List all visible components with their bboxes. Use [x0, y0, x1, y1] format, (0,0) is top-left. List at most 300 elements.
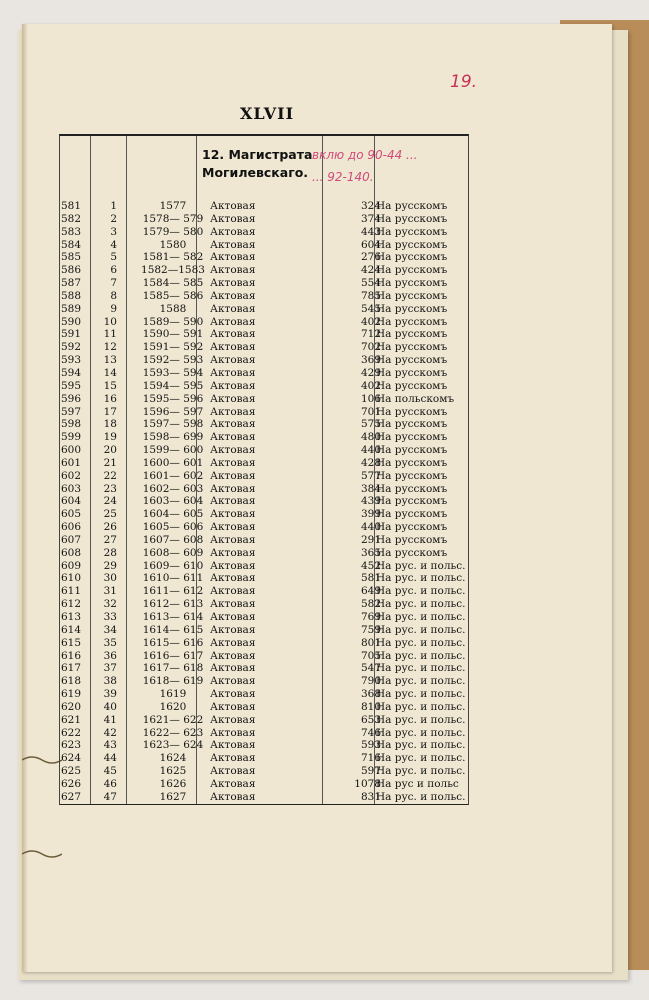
row-language: На русскомъ [376, 366, 448, 379]
row-pages: 554 [360, 277, 381, 290]
row-pages: 653 [360, 713, 381, 726]
row-pages: 440 [360, 521, 381, 534]
row-language: На русскомъ [376, 533, 448, 546]
row-index: 7 [110, 277, 117, 290]
row-language: На рус. и польс. [376, 623, 466, 636]
row-year-range: 1616— 617 [142, 649, 204, 662]
row-year-range: 1601— 602 [142, 469, 204, 482]
table-row [59, 611, 469, 624]
table-row [59, 406, 469, 419]
section-title: 12. Магистрата Могилевскаго. [202, 147, 313, 180]
row-year-range: 1602— 603 [142, 482, 204, 495]
row-year-range: 1615— 616 [142, 636, 204, 649]
row-year-range: 1588 [159, 302, 187, 315]
table-row [59, 662, 469, 675]
row-type: Актовая [210, 726, 256, 739]
table-row [59, 572, 469, 585]
row-language: На рус. и польс. [376, 572, 466, 585]
row-number: 616 [61, 649, 82, 662]
row-type: Актовая [210, 418, 256, 431]
row-number: 600 [61, 444, 82, 457]
row-year-range: 1580 [159, 238, 187, 251]
row-number: 622 [61, 726, 82, 739]
row-type: Актовая [210, 739, 256, 752]
row-index: 13 [103, 354, 117, 367]
row-index: 26 [103, 521, 117, 534]
row-number: 590 [61, 315, 82, 328]
row-number: 586 [61, 264, 82, 277]
row-year-range: 1582—1583 [141, 264, 205, 277]
row-index: 3 [110, 225, 117, 238]
row-type: Актовая [210, 341, 256, 354]
row-year-range: 1609— 610 [142, 559, 204, 572]
table-row [59, 778, 469, 791]
row-language: На русскомъ [376, 341, 448, 354]
row-year-range: 1617— 618 [142, 662, 204, 675]
row-type: Актовая [210, 495, 256, 508]
table-row [59, 470, 469, 483]
row-year-range: 1597— 598 [142, 418, 204, 431]
row-index: 44 [103, 752, 117, 765]
row-number: 596 [61, 392, 82, 405]
table-row [59, 226, 469, 239]
row-language: На рус. и польс. [376, 649, 466, 662]
table-row [59, 598, 469, 611]
row-index: 43 [103, 739, 117, 752]
row-year-range: 1591— 592 [142, 341, 204, 354]
row-year-range: 1594— 595 [142, 379, 204, 392]
row-language: На рус. и польс. [376, 726, 466, 739]
row-index: 27 [103, 533, 117, 546]
row-language: На рус. и польс. [376, 611, 466, 623]
row-year-range: 1593— 594 [142, 366, 204, 379]
row-index: 9 [110, 302, 117, 315]
row-year-range: 1603— 604 [142, 495, 204, 508]
row-pages: 428 [360, 456, 381, 469]
row-number: 611 [61, 585, 82, 598]
handwritten-margin-note [312, 144, 492, 188]
table-row [59, 495, 469, 508]
row-pages: 545 [360, 302, 381, 315]
row-language: На рус. и польс. [376, 559, 466, 572]
row-language: На рус. и польс. [376, 713, 466, 726]
row-year-range: 1578— 579 [142, 212, 204, 225]
row-type: Актовая [210, 559, 256, 572]
row-index: 41 [103, 713, 117, 726]
row-index: 45 [103, 765, 117, 778]
row-type: Актовая [210, 251, 256, 264]
table-row [59, 213, 469, 226]
row-index: 16 [103, 392, 117, 405]
table-row [59, 303, 469, 316]
row-language: На русскомъ [376, 495, 448, 508]
row-number: 588 [61, 289, 82, 302]
row-pages: 424 [360, 264, 381, 277]
row-number: 602 [61, 469, 82, 482]
row-type: Актовая [210, 765, 256, 778]
row-type: Актовая [210, 354, 256, 367]
row-pages: 1078 [354, 777, 381, 790]
row-pages: 402 [360, 315, 381, 328]
row-index: 18 [103, 418, 117, 431]
row-year-range: 1599— 600 [142, 444, 204, 457]
row-type: Актовая [210, 546, 256, 559]
row-year-range: 1620 [159, 700, 187, 713]
table-row [59, 251, 469, 264]
row-index: 21 [103, 456, 117, 469]
row-pages: 402 [360, 379, 381, 392]
row-pages: 769 [360, 611, 381, 623]
row-pages: 369 [360, 354, 381, 367]
row-pages: 705 [360, 649, 381, 662]
row-number: 617 [61, 662, 82, 675]
row-language: На рус. и польс. [376, 739, 466, 752]
row-language: На русскомъ [376, 521, 448, 534]
row-index: 42 [103, 726, 117, 739]
table-row [59, 264, 469, 277]
row-number: 613 [61, 611, 82, 623]
row-index: 22 [103, 469, 117, 482]
row-pages: 801 [360, 636, 381, 649]
row-language: На рус. и польс. [376, 700, 466, 713]
row-language: На рус. и польс. [376, 585, 466, 598]
row-pages: 604 [360, 238, 381, 251]
row-number: 582 [61, 212, 82, 225]
row-number: 597 [61, 405, 82, 418]
row-number: 591 [61, 328, 82, 341]
row-number: 608 [61, 546, 82, 559]
table-row [59, 675, 469, 688]
row-type: Актовая [210, 533, 256, 546]
row-index: 5 [110, 251, 117, 264]
row-pages: 716 [360, 752, 381, 765]
table-row [59, 354, 469, 367]
row-year-range: 1608— 609 [142, 546, 204, 559]
row-pages: 746 [360, 726, 381, 739]
row-index: 33 [103, 611, 117, 623]
row-number: 604 [61, 495, 82, 508]
row-pages: 831 [360, 790, 381, 803]
row-index: 46 [103, 777, 117, 790]
table-row [59, 585, 469, 598]
table-row [59, 483, 469, 496]
row-year-range: 1614— 615 [142, 623, 204, 636]
binding-thread-icon [22, 752, 62, 768]
row-number: 607 [61, 533, 82, 546]
table-row [59, 752, 469, 765]
table-row [59, 239, 469, 252]
row-number: 585 [61, 251, 82, 264]
row-number: 592 [61, 341, 82, 354]
row-pages: 582 [360, 598, 381, 611]
row-language: На русскомъ [376, 212, 448, 225]
table-row [59, 791, 469, 804]
row-pages: 702 [360, 341, 381, 354]
table-row [59, 367, 469, 380]
row-language: На рус. и польс. [376, 598, 466, 611]
row-type: Актовая [210, 585, 256, 598]
row-pages: 452 [360, 559, 381, 572]
row-index: 14 [103, 366, 117, 379]
row-number: 583 [61, 225, 82, 238]
row-language: На русскомъ [376, 289, 448, 302]
row-year-range: 1611— 612 [142, 585, 204, 598]
row-number: 605 [61, 508, 82, 521]
row-index: 30 [103, 572, 117, 585]
row-type: Актовая [210, 521, 256, 534]
row-number: 598 [61, 418, 82, 431]
row-index: 1 [110, 200, 117, 212]
row-type: Актовая [210, 456, 256, 469]
row-year-range: 1595— 596 [142, 392, 204, 405]
row-year-range: 1623— 624 [142, 739, 204, 752]
register-rows [59, 200, 469, 804]
row-type: Актовая [210, 225, 256, 238]
row-pages: 785 [360, 289, 381, 302]
row-language: На русскомъ [376, 456, 448, 469]
row-year-range: 1622— 623 [142, 726, 204, 739]
row-type: Актовая [210, 289, 256, 302]
table-row [59, 328, 469, 341]
row-index: 29 [103, 559, 117, 572]
row-year-range: 1590— 591 [142, 328, 204, 341]
row-language: На русскомъ [376, 315, 448, 328]
row-number: 620 [61, 700, 82, 713]
row-pages: 581 [360, 572, 381, 585]
table-row [59, 290, 469, 303]
row-year-range: 1577 [159, 200, 187, 212]
row-year-range: 1607— 608 [142, 533, 204, 546]
row-language: На русскомъ [376, 482, 448, 495]
row-type: Актовая [210, 277, 256, 290]
table-row [59, 739, 469, 752]
table-row [59, 444, 469, 457]
row-year-range: 1592— 593 [142, 354, 204, 367]
table-row [59, 393, 469, 406]
row-index: 8 [110, 289, 117, 302]
row-language: На рус. и польс. [376, 765, 466, 778]
margin-note-line: вклю до 90-44 ... [312, 148, 418, 162]
row-language: На польскомъ [376, 392, 455, 405]
row-index: 12 [103, 341, 117, 354]
row-pages: 790 [360, 675, 381, 688]
margin-note-line: ... 92-140. [312, 170, 374, 184]
row-type: Актовая [210, 482, 256, 495]
row-language: На русскомъ [376, 277, 448, 290]
row-language: На русскомъ [376, 444, 448, 457]
row-type: Актовая [210, 572, 256, 585]
table-row [59, 521, 469, 534]
row-pages: 324 [360, 200, 381, 212]
row-type: Актовая [210, 508, 256, 521]
row-language: На рус и польс [376, 777, 459, 790]
row-pages: 368 [360, 688, 381, 701]
row-pages: 547 [360, 662, 381, 675]
row-year-range: 1605— 606 [142, 521, 204, 534]
row-language: На русскомъ [376, 469, 448, 482]
row-year-range: 1604— 605 [142, 508, 204, 521]
page-spine [22, 24, 28, 972]
handwritten-page-number: 19. [450, 72, 478, 92]
row-language: На русскомъ [376, 418, 448, 431]
row-type: Актовая [210, 713, 256, 726]
row-year-range: 1579— 580 [142, 225, 204, 238]
row-type: Актовая [210, 315, 256, 328]
row-type: Актовая [210, 264, 256, 277]
row-pages: 276 [360, 251, 381, 264]
row-number: 610 [61, 572, 82, 585]
row-pages: 759 [360, 623, 381, 636]
row-year-range: 1626 [159, 777, 187, 790]
row-index: 28 [103, 546, 117, 559]
row-type: Актовая [210, 752, 256, 765]
table-row [59, 547, 469, 560]
table-row [59, 534, 469, 547]
row-language: На русскомъ [376, 431, 448, 444]
row-language: На рус. и польс. [376, 636, 466, 649]
row-language: На русскомъ [376, 238, 448, 251]
table-row [59, 624, 469, 637]
row-index: 6 [110, 264, 117, 277]
row-type: Актовая [210, 688, 256, 701]
row-pages: 440 [360, 444, 381, 457]
row-language: На русскомъ [376, 200, 448, 212]
row-index: 4 [110, 238, 117, 251]
row-type: Актовая [210, 611, 256, 623]
row-year-range: 1600— 601 [142, 456, 204, 469]
row-number: 595 [61, 379, 82, 392]
table-row [59, 200, 469, 213]
row-index: 19 [103, 431, 117, 444]
row-number: 612 [61, 598, 82, 611]
row-pages: 577 [360, 469, 381, 482]
row-language: На русскомъ [376, 302, 448, 315]
table-row [59, 508, 469, 521]
row-index: 47 [103, 790, 117, 803]
row-pages: 399 [360, 508, 381, 521]
table-row [59, 560, 469, 573]
row-index: 25 [103, 508, 117, 521]
row-index: 32 [103, 598, 117, 611]
row-number: 601 [61, 456, 82, 469]
row-pages: 439 [360, 495, 381, 508]
table-row [59, 277, 469, 290]
row-type: Актовая [210, 675, 256, 688]
table-row [59, 316, 469, 329]
row-type: Актовая [210, 662, 256, 675]
row-number: 584 [61, 238, 82, 251]
row-index: 35 [103, 636, 117, 649]
row-language: На рус. и польс. [376, 688, 466, 701]
row-index: 40 [103, 700, 117, 713]
row-language: На русскомъ [376, 546, 448, 559]
row-pages: 575 [360, 418, 381, 431]
row-language: На русскомъ [376, 264, 448, 277]
row-language: На русскомъ [376, 405, 448, 418]
table-row [59, 380, 469, 393]
row-type: Актовая [210, 238, 256, 251]
row-type: Актовая [210, 623, 256, 636]
row-number: 589 [61, 302, 82, 315]
row-pages: 712 [360, 328, 381, 341]
row-number: 581 [61, 200, 82, 212]
row-year-range: 1621— 622 [142, 713, 204, 726]
row-language: На рус. и польс. [376, 752, 466, 765]
row-type: Актовая [210, 649, 256, 662]
row-year-range: 1589— 590 [142, 315, 204, 328]
row-type: Актовая [210, 700, 256, 713]
row-year-range: 1625 [159, 765, 187, 778]
row-type: Актовая [210, 636, 256, 649]
row-index: 34 [103, 623, 117, 636]
row-index: 15 [103, 379, 117, 392]
row-language: На русскомъ [376, 328, 448, 341]
row-type: Актовая [210, 302, 256, 315]
row-index: 36 [103, 649, 117, 662]
row-type: Актовая [210, 366, 256, 379]
table-row [59, 637, 469, 650]
row-language: На русскомъ [376, 379, 448, 392]
row-pages: 593 [360, 739, 381, 752]
row-year-range: 1598— 699 [142, 431, 204, 444]
table-row [59, 341, 469, 354]
row-type: Актовая [210, 469, 256, 482]
table-row [59, 457, 469, 470]
row-pages: 429 [360, 366, 381, 379]
row-type: Актовая [210, 379, 256, 392]
table-row [59, 701, 469, 714]
row-number: 626 [61, 777, 82, 790]
row-number: 606 [61, 521, 82, 534]
document-page [22, 24, 612, 972]
row-index: 20 [103, 444, 117, 457]
row-index: 11 [103, 328, 117, 341]
table-row [59, 688, 469, 701]
row-pages: 701 [360, 405, 381, 418]
row-number: 609 [61, 559, 82, 572]
row-number: 614 [61, 623, 82, 636]
table-row [59, 431, 469, 444]
row-number: 615 [61, 636, 82, 649]
row-year-range: 1585— 586 [142, 289, 204, 302]
row-year-range: 1624 [159, 752, 187, 765]
row-type: Актовая [210, 212, 256, 225]
table-row [59, 418, 469, 431]
row-number: 627 [61, 790, 82, 803]
row-year-range: 1612— 613 [142, 598, 204, 611]
row-index: 39 [103, 688, 117, 701]
row-number: 594 [61, 366, 82, 379]
row-pages: 291 [360, 533, 381, 546]
row-pages: 597 [360, 765, 381, 778]
row-index: 24 [103, 495, 117, 508]
row-index: 10 [103, 315, 117, 328]
row-number: 621 [61, 713, 82, 726]
row-type: Актовая [210, 200, 256, 212]
row-type: Актовая [210, 405, 256, 418]
row-pages: 384 [360, 482, 381, 495]
row-number: 599 [61, 431, 82, 444]
row-year-range: 1627 [159, 790, 187, 803]
row-type: Актовая [210, 598, 256, 611]
row-language: На русскомъ [376, 508, 448, 521]
row-pages: 443 [360, 225, 381, 238]
table-row [59, 714, 469, 727]
row-language: На русскомъ [376, 225, 448, 238]
row-number: 603 [61, 482, 82, 495]
table-row [59, 765, 469, 778]
row-year-range: 1613— 614 [142, 611, 204, 623]
